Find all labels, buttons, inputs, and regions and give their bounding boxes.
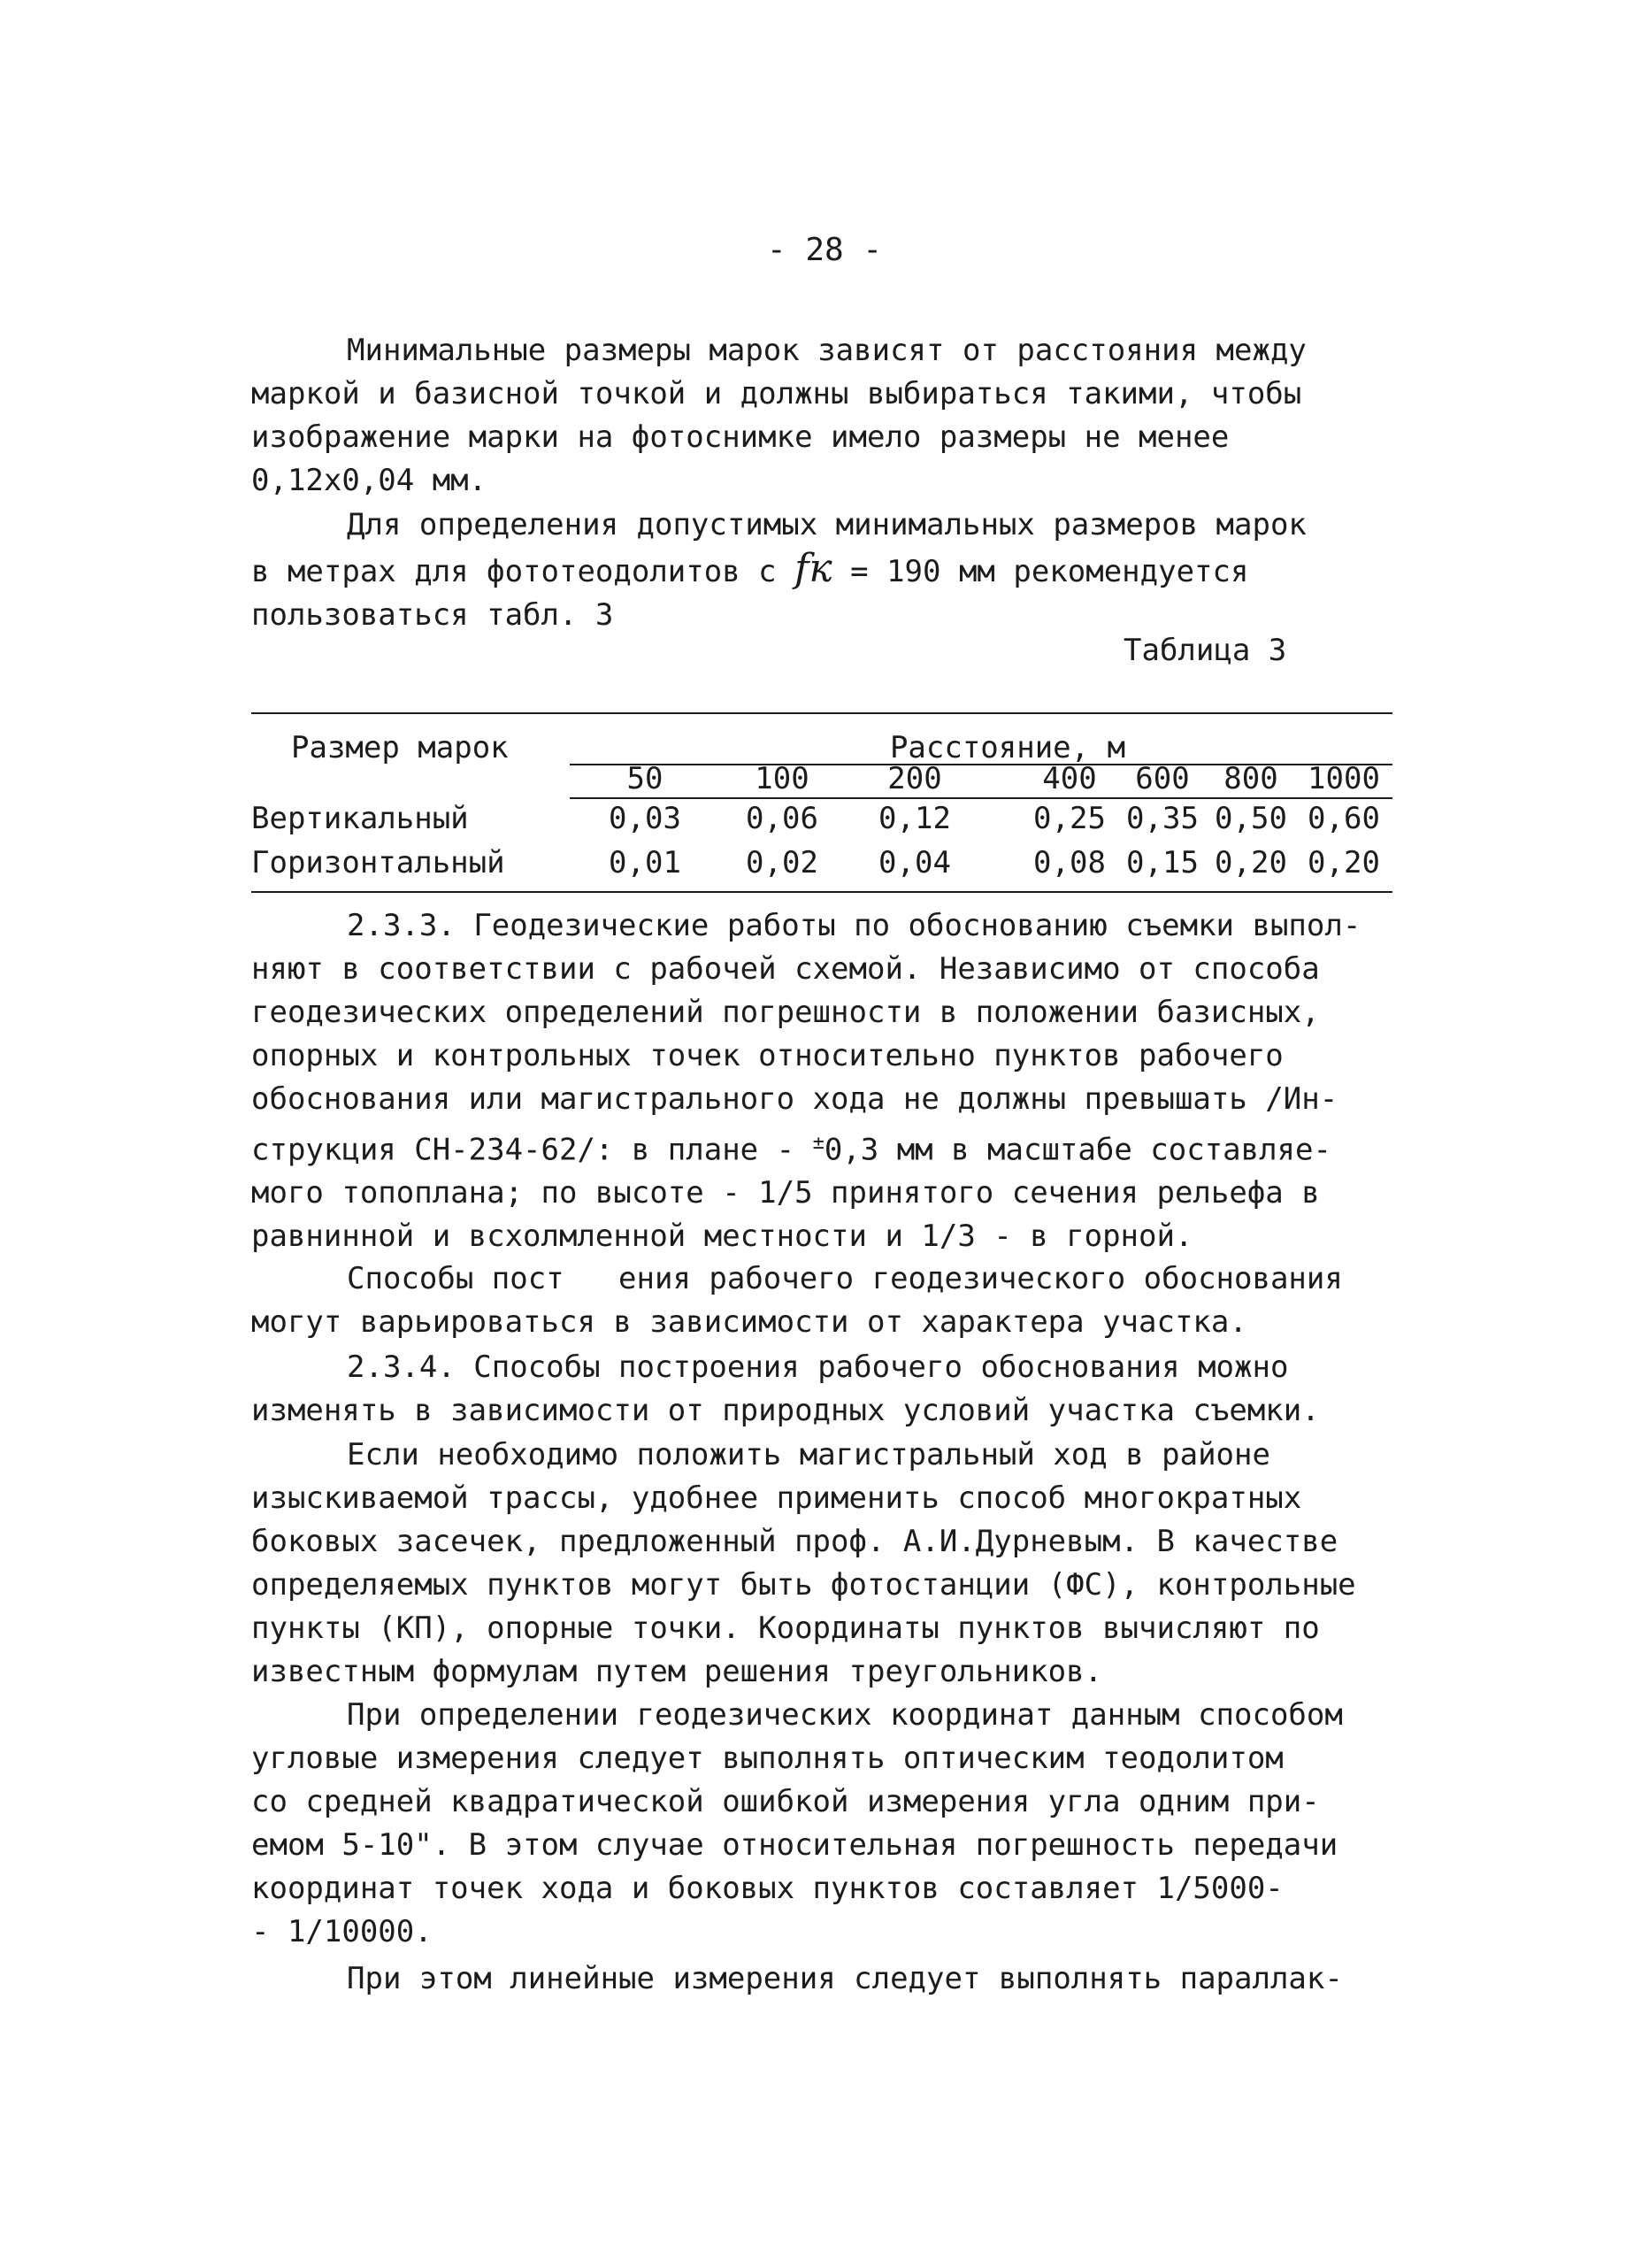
table-cell: 0,20 [1215, 845, 1287, 880]
text-line: Способы пост ения рабочего геодезического обоснования [347, 1261, 1343, 1296]
table-cell: 0,06 [746, 801, 818, 836]
text-line: известным формулам путем решения треугольников. [251, 1654, 1103, 1689]
table-cell: 0,50 [1215, 801, 1287, 836]
text-line: - 1/10000. [251, 1914, 433, 1949]
table-cell: 0,35 [1126, 801, 1199, 836]
text-fragment: струкция СН-234-62/: в плане - [251, 1132, 813, 1168]
table-cell: 0,03 [609, 801, 681, 836]
text-line: мого топоплана; по высоте - 1/5 принятого сечения рельефа в [251, 1175, 1320, 1211]
column-header: 100 [755, 761, 809, 796]
text-line: могут варьироваться в зависимости от характера участка. [251, 1304, 1247, 1340]
table-column-rule [570, 797, 1392, 799]
column-header: 600 [1135, 761, 1190, 796]
text-line: маркой и базисной точкой и должны выбираться такими, чтобы [251, 376, 1302, 411]
text-line: Если необходимо положить магистральный ход в районе [347, 1437, 1270, 1472]
table-bottom-rule [251, 891, 1392, 893]
text-line: боковых засечек, предложенный проф. А.И.Дурневым. В качестве [251, 1524, 1338, 1559]
paragraph-table-reference [251, 504, 1392, 637]
text-line: Для определения допустимых минимальных размеров марок [347, 507, 1307, 542]
text-line: 0,12х0,04 мм. [251, 463, 487, 498]
text-line: изыскиваемой трассы, удобнее применить способ многократных [251, 1480, 1302, 1516]
text-fragment: в метрах для фототеодолитов с [251, 554, 795, 589]
table-cell: 0,04 [878, 845, 951, 880]
paragraph-linear-measurements [251, 1957, 1392, 2001]
table-caption: Таблица 3 [1124, 633, 1287, 668]
paragraph-methods [251, 1257, 1392, 1344]
table-cell: 0,01 [609, 845, 681, 880]
text-line: 2.3.4. Способы построения рабочего обоснования можно [347, 1349, 1289, 1385]
table-top-rule [251, 712, 1392, 714]
text-line: опорных и контрольных точек относительно пунктов рабочего [251, 1038, 1284, 1073]
text-line: угловые измерения следует выполнять оптическим теодолитом [251, 1741, 1284, 1776]
table-cell: 0,60 [1308, 801, 1380, 836]
text-line: координат точек хода и боковых пунктов составляет 1/5000- [251, 1871, 1284, 1906]
column-header: 400 [1042, 761, 1097, 796]
row-label-vertical: Вертикальный [251, 801, 469, 836]
text-line: изображение марки на фотоснимке имело размеры не менее [251, 419, 1230, 455]
focal-length-symbol: fк [794, 546, 832, 591]
paragraph-marker-sizes [251, 329, 1392, 503]
text-line: При этом линейные измерения следует выполнять параллак- [347, 1961, 1343, 1996]
text-line: 2.3.3. Геодезические работы по обоснованию съемки выпол- [347, 908, 1361, 943]
text-line: пункты (КП), опорные точки. Координаты пунктов вычисляют по [251, 1611, 1320, 1646]
table-cell: 0,02 [746, 845, 818, 880]
paragraph-traverse [251, 1434, 1392, 1694]
column-header: 50 [626, 761, 663, 796]
table-stub-header: Размер марок [291, 730, 509, 765]
text-line: пользоваться табл. 3 [251, 597, 614, 633]
text-line: Минимальные размеры марок зависят от расстояния между [347, 333, 1307, 368]
marker-size-table [251, 712, 1392, 903]
table-cell: 0,12 [878, 801, 951, 836]
column-header: 1000 [1308, 761, 1380, 796]
plus-minus-sign: ± [812, 1132, 824, 1154]
text-line: определяемых пунктов могут быть фотостанции (ФС), контрольные [251, 1567, 1356, 1603]
column-header: 800 [1223, 761, 1278, 796]
text-fragment: 0,3 мм в масштабе составляе- [824, 1132, 1331, 1168]
text-line: При определении геодезических координат данным способом [347, 1697, 1343, 1733]
table-cell: 0,20 [1308, 845, 1380, 880]
text-line: равнинной и всхолмленной местности и 1/3 - в горной. [251, 1219, 1193, 1255]
paragraph-2-3-3 [251, 904, 1392, 1258]
text-line: обоснования или магистрального хода не должны превышать /Ин- [251, 1081, 1338, 1117]
text-line: геодезических определений погрешности в положении базисных, [251, 995, 1320, 1030]
column-header: 200 [887, 761, 942, 796]
text-line [251, 1121, 1392, 1172]
text-line [251, 547, 1392, 594]
text-line: няют в соответствии с рабочей схемой. Независимо от способа [251, 951, 1320, 987]
text-line: изменять в зависимости от природных условий участка съемки. [251, 1393, 1320, 1428]
paragraph-2-3-4 [251, 1346, 1392, 1433]
text-fragment: = 190 мм рекомендуется [832, 554, 1249, 589]
row-label-horizontal: Горизонтальный [251, 845, 505, 880]
table-cell: 0,08 [1033, 845, 1106, 880]
table-cell: 0,25 [1033, 801, 1106, 836]
table-group-header: Расстояние, м [889, 730, 1126, 765]
text-line: со средней квадратической ошибкой измерения угла одним при- [251, 1784, 1320, 1819]
page-number: - 28 - [766, 232, 883, 268]
paragraph-angular-measurements [251, 1694, 1392, 1954]
table-cell: 0,15 [1126, 845, 1199, 880]
text-line: емом 5-10". В этом случае относительная погрешность передачи [251, 1827, 1338, 1863]
